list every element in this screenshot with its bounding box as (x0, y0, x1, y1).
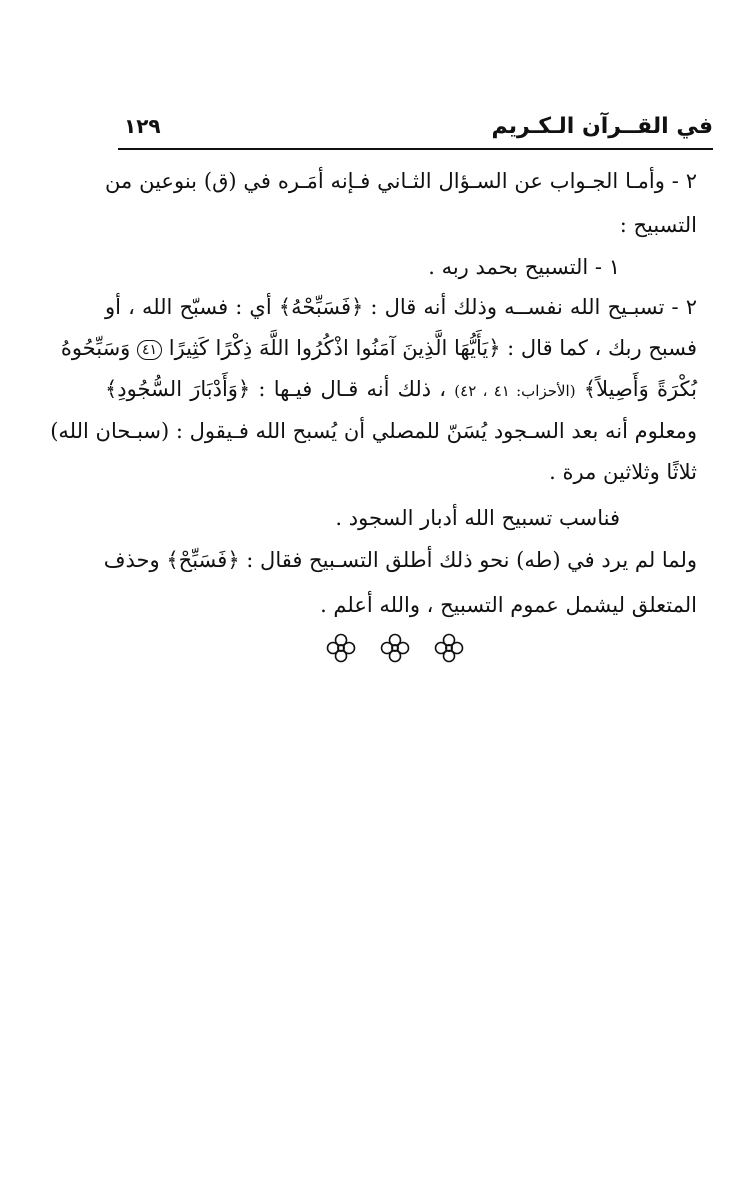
text-continued: ، ذلك أنه قـال فيـها : ﴿وَأَدْبَارَ السُّجُودِ﴾ (105, 377, 447, 401)
page-number: ١٢٩ (124, 114, 161, 138)
ayah-number-marker: ٤١ (137, 340, 162, 360)
verse-text: فسبح ربك ، كما قال : ﴿يَأَيُّهَا الَّذِينَ آمَنُوا اذْكُرُوا اللَّهَ ذِكْرًا كَثِيرًا (168, 336, 697, 360)
page-header (118, 112, 713, 150)
text-line-8: ثلاثًا وثلاثين مرة . (549, 460, 697, 484)
text-line-4: ٢ - تسبـيح الله نفســه وذلك أنه قال : ﴿فَسَبِّحْهُ﴾ أي : فسبّح الله ، أو (105, 295, 697, 319)
text-line-9: فناسب تسبيح الله أدبار السجود . (335, 506, 620, 530)
verse-text-continued: وَسَبِّحُوهُ (60, 336, 131, 360)
text-line-6 (105, 374, 697, 406)
text-line-1: ٢ - وأمـا الجـواب عن السـؤال الثـاني فـإنه أمَـره في (ق) بنوعين من (105, 169, 697, 193)
verse-text: بُكْرَةً وَأَصِيلاً﴾ (583, 377, 698, 401)
flower-ornament-icon (379, 632, 411, 664)
running-title: في القــرآن الـكـريم (491, 114, 713, 139)
end-ornament (325, 632, 465, 666)
flower-ornament-icon (325, 632, 357, 664)
verse-reference: (الأحزاب: ٤١ ، ٤٢) (454, 382, 576, 400)
text-line-5 (60, 333, 697, 363)
text-line-3: ١ - التسبيح بحمد ربه . (428, 255, 620, 279)
text-line-10: ولما لم يرد في (طه) نحو ذلك أطلق التسـبيح فقال : ﴿فَسَبِّحْ﴾ وحذف (103, 548, 697, 572)
text-line-11: المتعلق ليشمل عموم التسبيح ، والله أعلم . (320, 593, 697, 617)
text-line-2: التسبيح : (619, 213, 697, 237)
text-line-7: ومعلوم أنه بعد السـجود يُسَنّ للمصلي أن يُسبح الله فـيقول : (سبـحان الله) (50, 419, 697, 443)
flower-ornament-icon (433, 632, 465, 664)
